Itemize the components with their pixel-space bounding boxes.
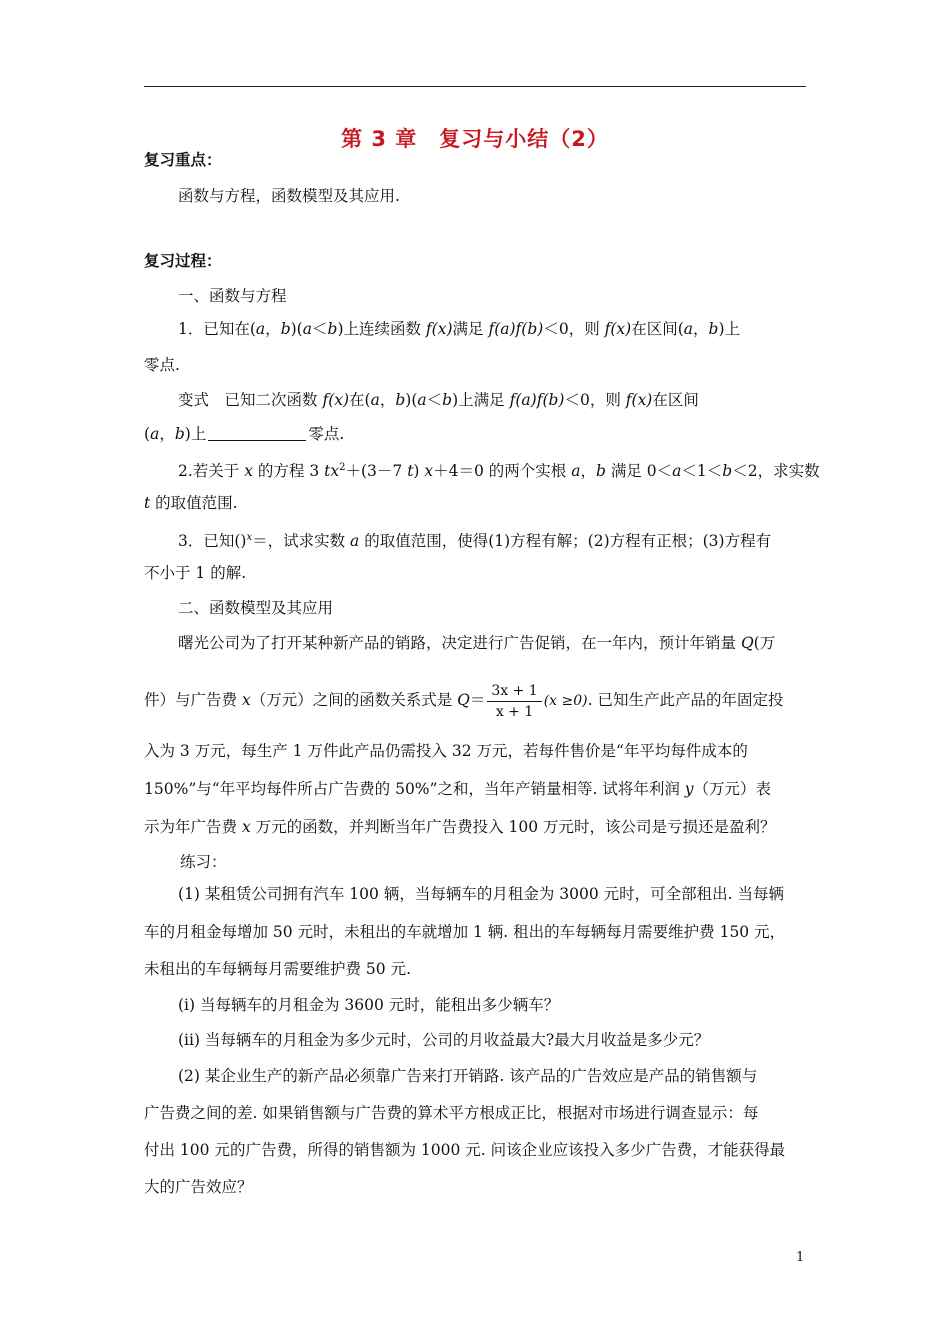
practice-1-line-1: (1) 某租赁公司拥有汽车 100 辆，当每辆车的月租金为 3000 元时，可全部租出. 当每辆	[178, 885, 784, 903]
practice-1-part-i: (i) 当每辆车的月租金为 3600 元时，能租出多少辆车？	[178, 996, 560, 1014]
problem-line-2: 件）与广告费 x（万元）之间的函数关系式是 Q＝ $\frac{3x + 1}{x + 1}$ (x ≥0). 已知生产此产品的年固定投	[144, 682, 784, 720]
practice-label: 练习：	[180, 853, 227, 871]
problem-line-3: 入为 3 万元，每生产 1 万件此产品仍需投入 32 万元，若每件售价是“年平均每件成本的	[144, 742, 748, 760]
answer-blank[interactable]	[208, 426, 306, 441]
page-number: 1	[796, 1250, 805, 1265]
question-3-line-2: 不小于 1 的解.	[144, 564, 247, 582]
practice-2-line-4: 大的广告效应？	[144, 1178, 253, 1196]
sales-formula-fraction: $\frac{3x + 1}{x + 1}$	[487, 681, 541, 722]
question-2-line-1: 2.若关于 x 的方程 3 $tx^2+(3-7$ t) x＋4＝0 的两个实根 a，b 满足 0＜a＜1＜b＜2，求实数	[178, 462, 820, 481]
practice-1-part-ii: (ii) 当每辆车的月租金为多少元时，公司的月收益最大?最大月收益是多少元？	[178, 1031, 710, 1049]
problem-line-1: 曙光公司为了打开某种新产品的销路，决定进行广告促销，在一年内，预计年销量 Q(万	[178, 634, 776, 652]
question-3-line-1: 3．已知()$^x$＝，试求实数 a 的取值范围，使得(1)方程有解；(2)方程有正根；(3)方程有	[178, 532, 772, 551]
practice-1-line-3: 未租出的车每辆每月需要维护费 50 元.	[144, 960, 412, 978]
practice-2-line-2: 广告费之间的差. 如果销售额与广告费的算术平方根成正比，根据对市场进行调查显示：每	[144, 1104, 759, 1122]
problem-line-5: 示为年广告费 x 万元的函数，并判断当年广告费投入 100 万元时，该公司是亏损还是盈利？	[144, 818, 776, 836]
problem-line-4: 150%”与“年平均每件所占广告费的 50%”之和，当年产销量相等. 试将年利润 y（万元）表	[144, 780, 772, 798]
practice-2-line-1: (2) 某企业生产的新产品必须靠广告来打开销路. 该产品的广告效应是产品的销售额与	[178, 1067, 758, 1085]
question-1-line-2: 零点.	[144, 356, 180, 374]
section-2-heading: 二、函数模型及其应用	[178, 599, 334, 617]
review-focus-text: 函数与方程，函数模型及其应用.	[178, 187, 400, 205]
page-title: 第 3 章 复习与小结（2）	[341, 127, 609, 151]
review-process-heading: 复习过程：	[144, 252, 222, 270]
review-focus-heading: 复习重点：	[144, 151, 222, 169]
question-2-line-2: t 的取值范围.	[144, 494, 238, 512]
variant-line-1: 变式 已知二次函数 f(x)在(a，b)(a＜b)上满足 f(a)f(b)＜0，则 f(x)在区间	[178, 391, 699, 409]
header-rule	[144, 86, 806, 87]
question-1-line-1: 1．已知在(a，b)(a＜b)上连续函数 f(x)满足 f(a)f(b)＜0，则 f(x)在区间(a，b)上	[178, 320, 741, 338]
practice-2-line-3: 付出 100 元的广告费，所得的销售额为 1000 元. 问该企业应该投入多少广告费，才能获得最	[144, 1141, 786, 1159]
practice-1-line-2: 车的月租金每增加 50 元时，未租出的车就增加 1 辆. 租出的车每辆每月需要维护费 150 元，	[144, 923, 786, 941]
variant-line-2: (a，b)上 零点.	[144, 425, 345, 443]
section-1-heading: 一、函数与方程	[178, 287, 287, 305]
